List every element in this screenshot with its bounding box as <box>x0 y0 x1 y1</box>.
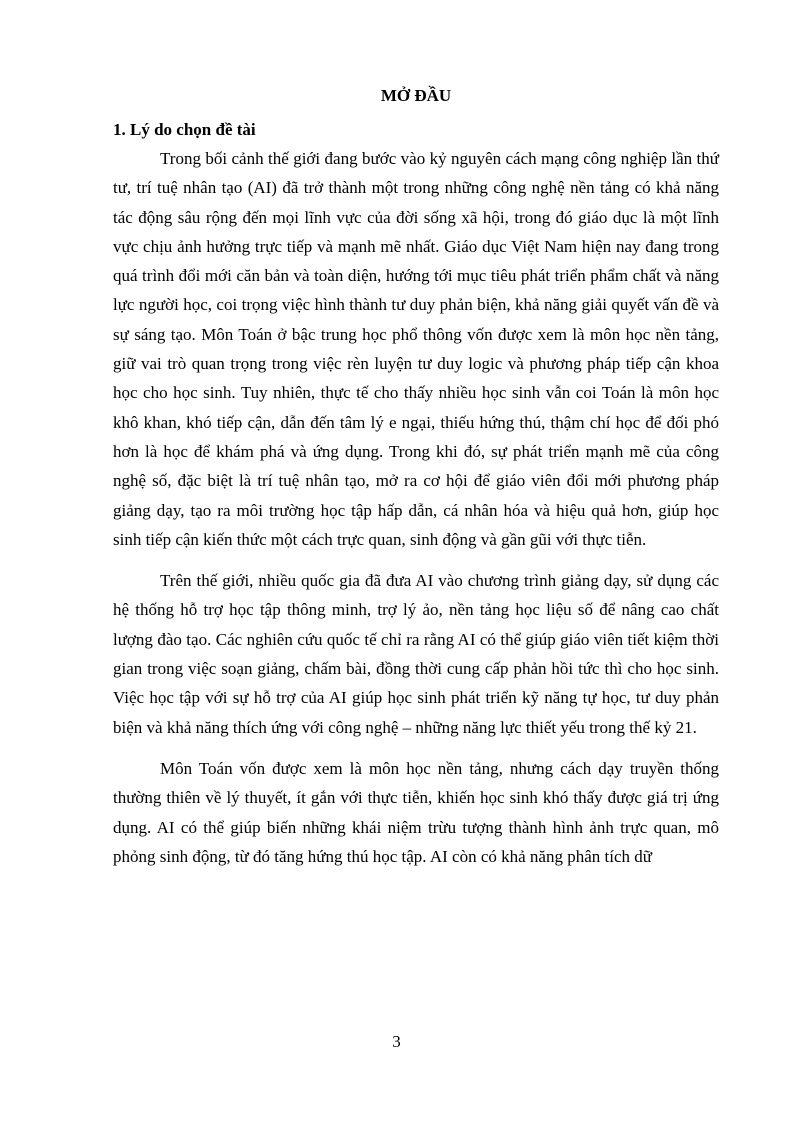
page-number: 3 <box>392 1032 401 1051</box>
body-paragraph-1: Trong bối cảnh thế giới đang bước vào kỷ nguyên cách mạng công nghiệp lần thứ tư, trí tuệ nhân tạo (AI) đã trở thành một trong những công nghệ nền tảng có khả năng tác động sâu rộng đến mọi lĩnh vực của đời sống xã hội, trong đó giáo dục là một lĩnh vực chịu ảnh hưởng trực tiếp và mạnh mẽ nhất. Giáo dục Việt Nam hiện nay đang trong quá trình đổi mới căn bản và toàn diện, hướng tới mục tiêu phát triển phẩm chất và năng lực người học, coi trọng việc hình thành tư duy phản biện, khả năng giải quyết vấn đề và sự sáng tạo. Môn Toán ở bậc trung học phổ thông vốn được xem là môn học nền tảng, giữ vai trò quan trọng trong việc rèn luyện tư duy logic và phương pháp tiếp cận khoa học cho học sinh. Tuy nhiên, thực tế cho thấy nhiều học sinh vẫn coi Toán là môn học khô khan, khó tiếp cận, dẫn đến tâm lý e ngại, thiếu hứng thú, thậm chí học để đối phó hơn là học để khám phá và ứng dụng. Trong khi đó, sự phát triển mạnh mẽ của công nghệ số, đặc biệt là trí tuệ nhân tạo, mở ra cơ hội để giáo viên đổi mới phương pháp giảng dạy, tạo ra môi trường học tập hấp dẫn, cá nhân hóa và hiệu quả hơn, giúp học sinh tiếp cận kiến thức một cách trực quan, sinh động và gần gũi với thực tiễn. <box>113 149 719 549</box>
section-heading: 1. Lý do chọn đề tài <box>113 120 256 139</box>
body-paragraph-3: Môn Toán vốn được xem là môn học nền tảng, nhưng cách dạy truyền thống thường thiên về lý thuyết, ít gắn với thực tiễn, khiến học sinh khó thấy được giá trị ứng dụng. AI có thể giúp biến những khái niệm trừu tượng thành hình ảnh trực quan, mô phỏng sinh động, từ đó tăng hứng thú học tập. AI còn có khả năng phân tích dữ <box>113 758 719 866</box>
body-paragraph-2: Trên thế giới, nhiều quốc gia đã đưa AI vào chương trình giảng dạy, sử dụng các hệ thống hỗ trợ học tập thông minh, trợ lý ảo, nền tảng học liệu số để nâng cao chất lượng đào tạo. Các nghiên cứu quốc tế chỉ ra rằng AI có thể giúp giáo viên tiết kiệm thời gian trong việc soạn giảng, chấm bài, đồng thời cung cấp phản hồi tức thì cho học sinh. Việc học tập với sự hỗ trợ của AI giúp học sinh phát triển kỹ năng tự học, tư duy phản biện và khả năng thích ứng với công nghệ – những năng lực thiết yếu trong thế kỷ 21. <box>113 571 719 737</box>
document-page <box>113 82 719 871</box>
document-title: MỞ ĐẦU <box>380 86 452 105</box>
